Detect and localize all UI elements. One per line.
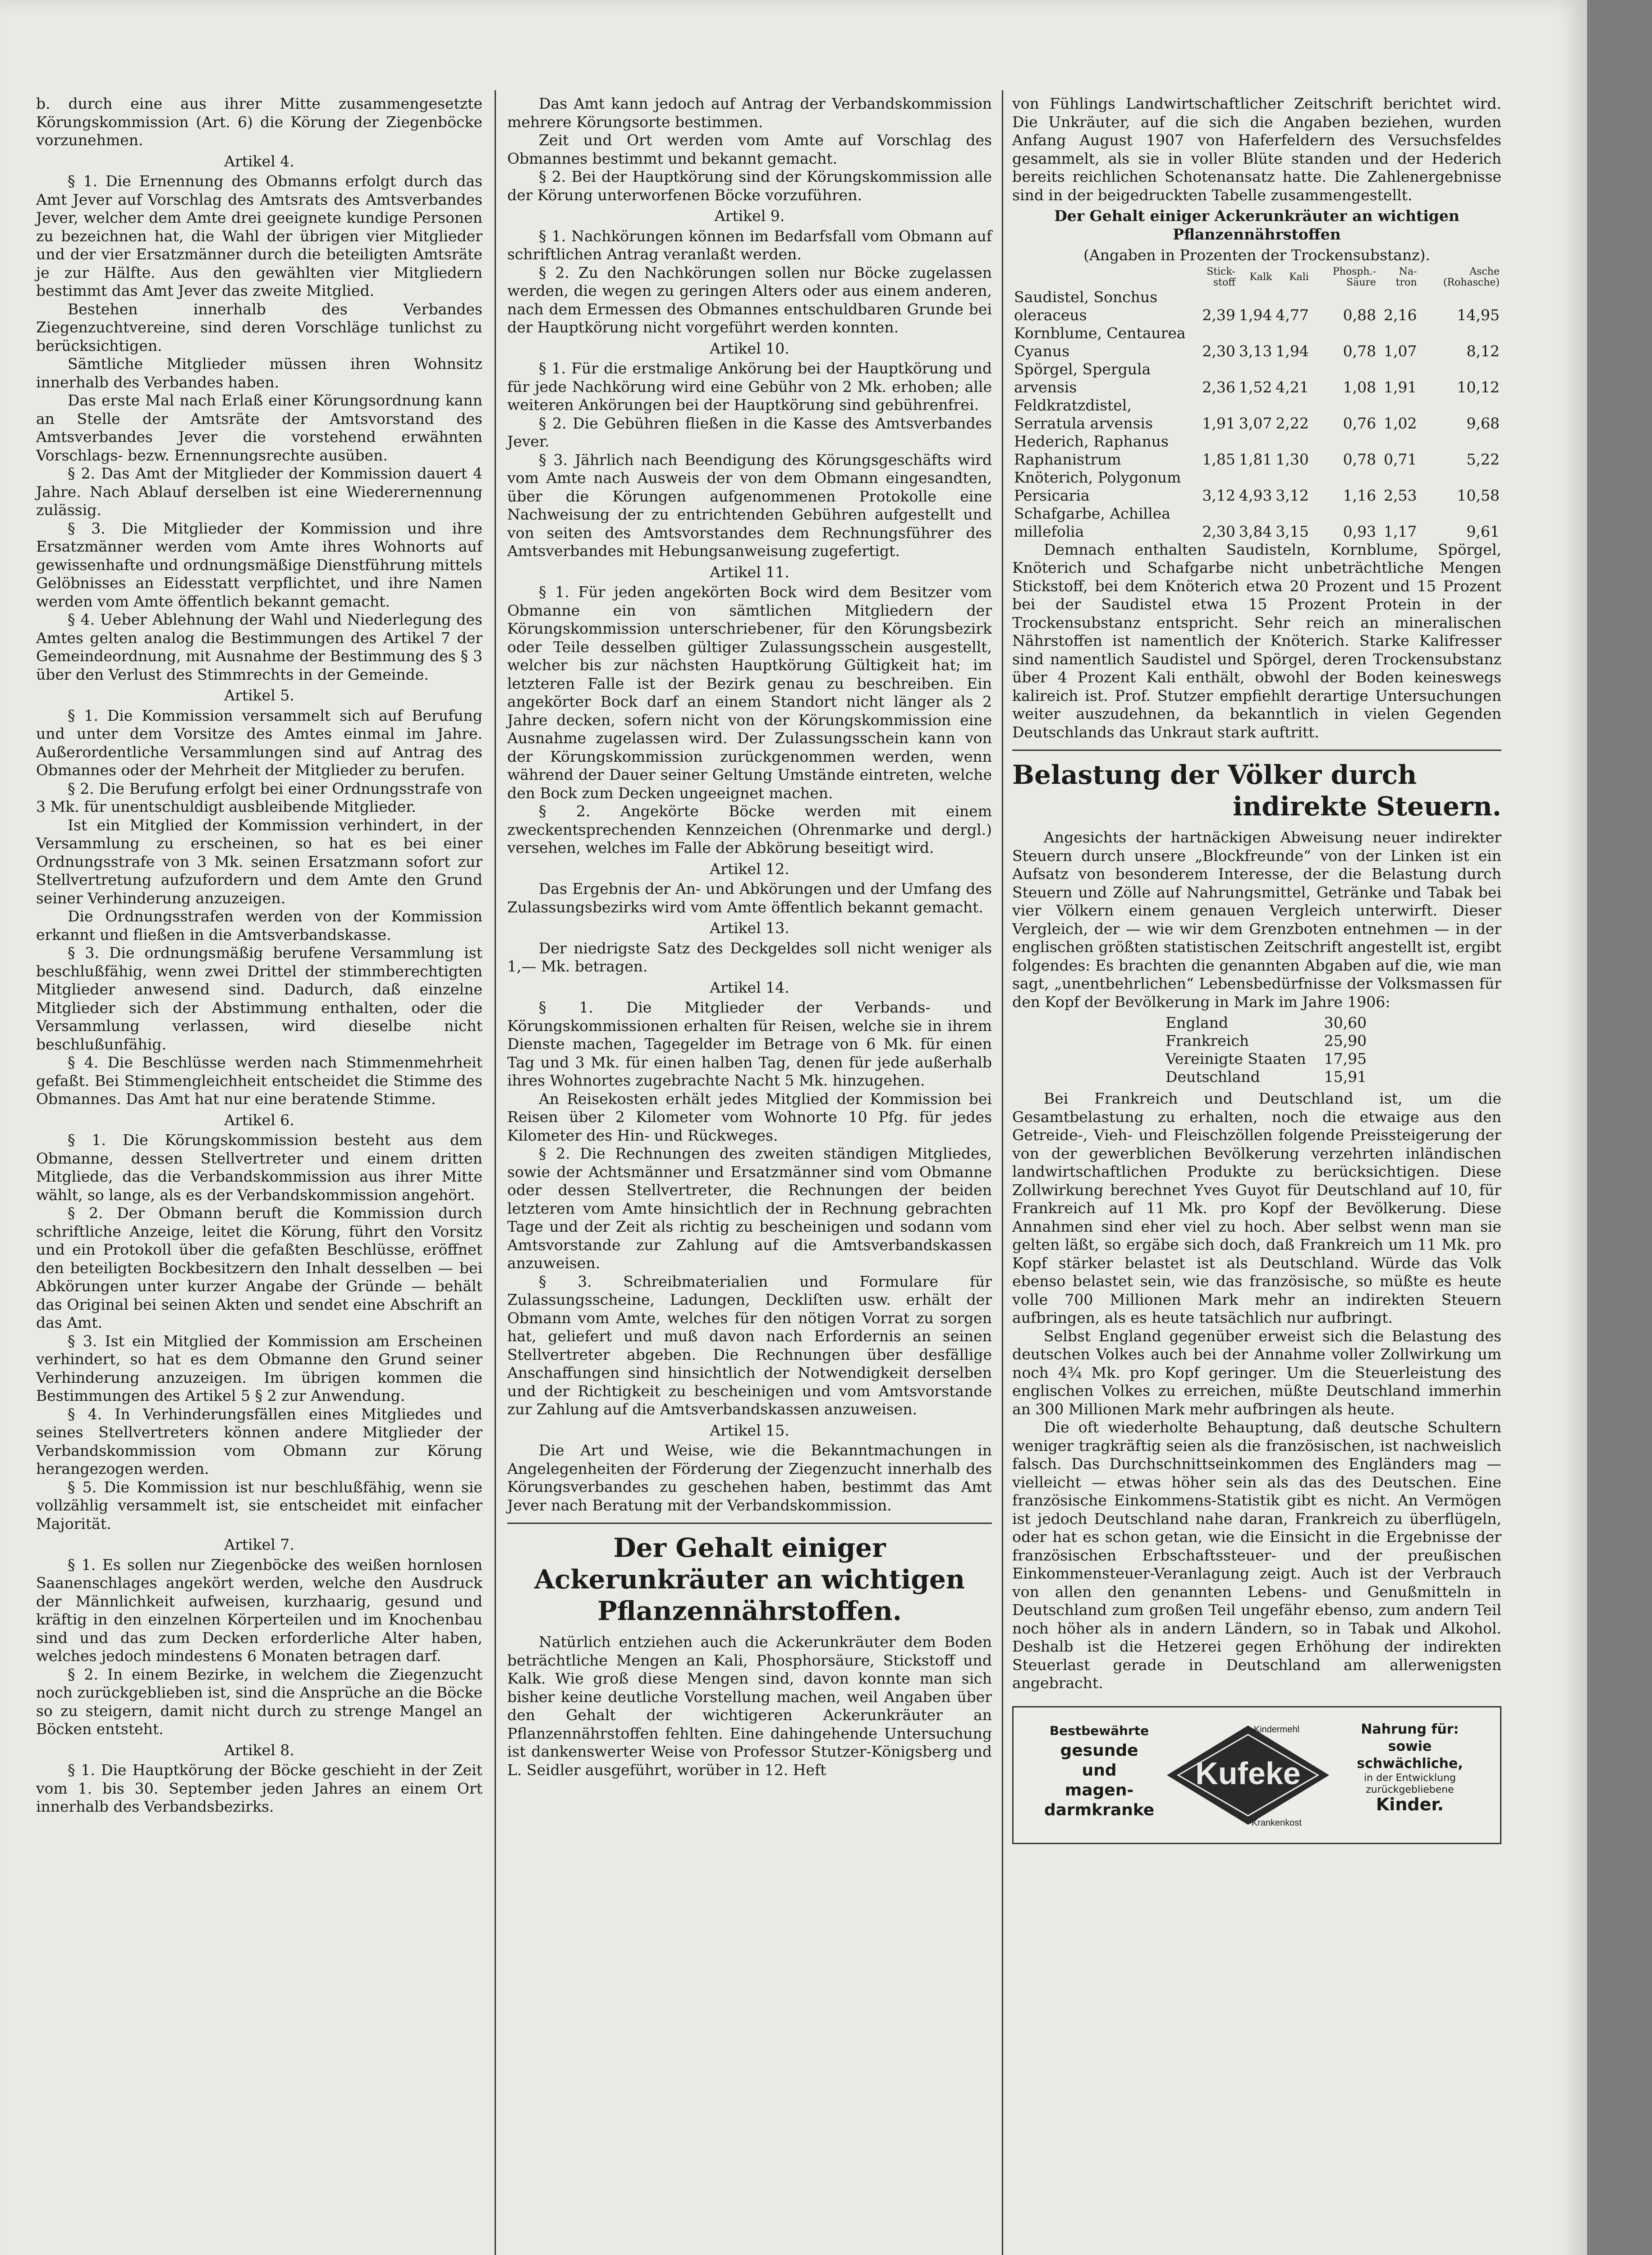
table-cell: 1,85 [1202,450,1235,468]
article-heading: Artikel 9. [714,207,785,225]
article-title: Der Gehalt einiger Ackerunkräuter an wichtigen Pflanzennährstoffen. [534,1532,965,1626]
table-column-header: Asche (Rohasche) [1443,266,1500,288]
country-name: Vereinigte Staaten [1166,1050,1306,1068]
table-cell: 1,52 [1239,378,1272,396]
table-cell: 0,93 [1343,522,1377,540]
country-name: Frankreich [1166,1032,1249,1049]
paragraph: von Fühlings Landwirtschaftlicher Zeitschrift berichtet wird. Die Unkräuter, auf die sich die Angaben beziehen, wurden Anfang August 1907 von Haferfeldern des Versuchsfeldes gesammelt, als sie in voller Blüte standen und der Hederich bereits reichlichen Schotenansatz hatte. Die Zahlenergebnisse sind in der beigedruckten Tabelle zusammengestellt. [1012,95,1501,204]
table-cell: 9,68 [1466,414,1500,432]
paragraph: § 3. Schreibmaterialien und Formulare für Zulassungsscheine, Ladungen, Deckliſten usw. erhält der Obmann vom Amte, welches für den nötigen Vorrat zu sorgen hat, geliefert und muß davon nach Erfordernis an seinen Stellvertreter abgeben. Die Rechnungen über desfällige Anschaffungen sind hinsichtlich der Notwendigkeit derselben und der Richtigkeit zu bescheinigen und vom Amtsvorstande zur Zahlung auf die Amtsverbandskassen anzuweisen. [507,1272,992,1418]
table-cell: 10,58 [1457,486,1500,504]
ad-line: darmkranke [1044,1800,1155,1819]
table-column-header: Phosph.-Säure [1332,266,1377,288]
paragraph: § 3. Die ordnungsmäßig berufene Versammlung ist beschlußfähig, wenn zwei Drittel der stimmberechtigten Mitglieder anwesend sind. Dadurch, daß einzelne Mitglieder sich der Abstimmung enthalten, oder die Versammlung verlassen, wird dieselbe nicht beschlußunfähig. [36,944,482,1053]
table-cell: 2,30 [1202,522,1235,540]
paragraph: § 4. In Verhinderungsfällen eines Mitgliedes und seines Stellvertreters können andere Mitglieder der Verbandskommission vom Obmann zur Körung herangezogen werden. [36,1405,482,1477]
section-divider [507,1523,992,1524]
table-cell: 1,17 [1384,522,1417,540]
paragraph: Selbst England gegenüber erweist sich die Belastung des deutschen Volkes auch bei der Annahme voller Zollwirkung um noch 4¾ Mk. pro Kopf geringer. Um die Steuerleistung des englischen Volkes zu erreichen, müßte Deutschland immerhin an 300 Millionen Mark mehr aufbringen als heute. [1012,1327,1501,1418]
table-column-header: Kali [1289,271,1309,283]
tax-row [1156,1050,1376,1068]
column-rule-2 [1002,90,1003,2255]
tax-value: 15,91 [1324,1068,1367,1086]
country-name: Deutschland [1166,1068,1260,1086]
tax-table [1156,1014,1376,1086]
table-row [1012,433,1501,469]
table-cell: 14,95 [1457,306,1500,324]
table-cell: 0,78 [1343,450,1377,468]
paragraph: § 2. Das Amt der Mitglieder der Kommission dauert 4 Jahre. Nach Ablauf derselben ist eine Wiederernennung zulässig. [36,465,482,519]
article-heading: Artikel 13. [710,919,789,937]
article-heading: Artikel 15. [710,1421,789,1439]
paragraph: Demnach enthalten Saudisteln, Kornblume, Spörgel, Knöterich und Schafgarbe nicht unbeträchtliche Mengen Stickstoff, bei dem Knöterich etwa 20 Prozent und 15 Prozent bei der Saudistel etwa 15 Prozent Protein in der Trockensubstanz entspricht. Sehr reich an mineralischen Nährstoffen ist namentlich der Knöterich. Starke Kalifresser sind namentlich Saudistel und Spörgel, deren Trockensubstanz über 4 Prozent Kali enthält, obwohl der Boden keineswegs kalireich ist. Prof. Stutzer empfiehlt derartige Untersuchungen weiter auszudehnen, da bekanntlich in vielen Gegenden Deutschlands das Unkraut stark auftritt. [1012,540,1501,741]
paragraph: § 2. Die Gebühren fließen in die Kasse des Amtsverbandes Jever. [507,414,992,450]
paragraph: § 4. Die Beschlüsse werden nach Stimmenmehrheit gefaßt. Bei Stimmengleichheit entscheidet die Stimme des Obmannes. Das Amt hat nur eine beratende Stimme. [36,1054,482,1108]
ad-line: gesunde [1060,1741,1138,1760]
table-cell: 4,93 [1239,486,1272,504]
table-cell: 4,21 [1276,378,1309,396]
paragraph: § 1. Die Hauptkörung der Böcke geschieht in der Zeit vom 1. bis 30. September jeden Jahres an einem Ort innerhalb des Verbandsbezirks. [36,1761,482,1815]
ad-line: und [1082,1761,1117,1780]
paragraph: § 3. Die Mitglieder der Kommission und ihre Ersatzmänner werden vom Amte ihres Wohnorts auf gewissenhafte und ordnungsmäßige Dienstführung mittels Gelöbnisses an Eidesstatt verpflichtet, und ihre Namen werden vom Amte öffentlich bekannt gemacht. [36,519,482,610]
paragraph: Angesichts der hartnäckigen Abweisung neuer indirekter Steuern durch unsere „Blockfreunde“ von der Linken ist ein Aufsatz von besonderem Interesse, der die Belastung durch Steuern und Zölle auf Nahrungsmittel, Getränke und Tabak bei vier Völkern einem genauen Vergleich unterwirft. Dieser Vergleich, der — wie wir dem Grenzboten entnehmen — in der englischen größten statistischen Zeitschrift angestellt ist, ergibt folgendes: Es brachten die genannten Abgaben auf die, wie man sagt, „unentbehrlichen“ Lebensbedürfnisse der Volksmassen für den Kopf der Bevölkerung in Mark im Jahre 1906: [1012,828,1501,1011]
table-row [1012,396,1501,433]
ad-line: magen- [1065,1781,1134,1799]
table-cell: 1,16 [1343,486,1377,504]
table-cell: 1,94 [1276,342,1309,360]
section-divider [1012,750,1501,751]
article-heading: Artikel 11. [710,563,789,581]
paragraph: § 1. Nachkörungen können im Bedarfsfall vom Obmann auf schriftlichen Antrag veranlaßt werden. [507,227,992,263]
table-cell: 1,81 [1239,450,1272,468]
paragraph: Die Art und Weise, wie die Bekanntmachungen in Angelegenheiten der Förderung der Ziegenzucht innerhalb des Körungsverbandes zu geschehen haben, bestimmt das Amt Jever nach Beratung mit der Verbandskommission. [507,1441,992,1514]
table-cell: 3,84 [1239,522,1272,540]
paragraph: Das Amt kann jedoch auf Antrag der Verbandskommission mehrere Körungsorte bestimmen. [507,95,992,131]
article-title-line-2: indirekte Steuern. [1233,791,1501,822]
column-3 [1012,95,1501,1844]
paragraph: § 2. Zu den Nachkörungen sollen nur Böcke zugelassen werden, die wegen zu geringen Alters oder aus einem anderen, nach dem Ermessen des Obmannes entschuldbaren Grunde bei der Hauptkörung nicht vorgeführt werden konnten. [507,263,992,336]
tax-value: 25,90 [1324,1032,1367,1049]
ad-line: sowie [1388,1738,1432,1754]
paragraph: Ist ein Mitglied der Kommission verhindert, in der Versammlung zu erscheinen, so hat es bei einer Ordnungsstrafe von 3 Mk. seinen Ersatzmann sofort zur Stellvertretung aufzufordern und dem Amte den Grund seiner Verhinderung anzuzeigen. [36,816,482,907]
paragraph: § 1. Für die erstmalige Ankörung bei der Hauptkörung und für jede Nachkörung wird eine Gebühr von 2 Mk. erhoben; alle weiteren Ankörungen bei der Hauptkörung sind gebührenfrei. [507,359,992,414]
table-cell: 1,94 [1239,306,1272,324]
logo-text: Kufeke [1195,1755,1301,1791]
article-heading: Artikel 5. [224,686,294,704]
table-cell: 4,77 [1276,306,1309,324]
table-row [1012,505,1501,541]
table-row [1012,288,1501,324]
table-cell: 3,07 [1239,414,1272,432]
paragraph: § 1. Für jeden angekörten Bock wird dem Besitzer vom Obmanne ein von sämtlichen Mitgliedern der Körungskommission unterschriebener, für den Körungsbezirk oder Teile desselben gültiger Zulassungsschein ausgestellt, welcher bis zur nächsten Hauptkörung Gültigkeit hat; im letzteren Falle ist der Bezirk genau zu beschreiben. Ein angekörter Bock darf an einem Standort nicht länger als 2 Jahre decken, sofern nicht von der Körungskommission eine Ausnahme zugelassen wird. Der Zulassungsschein kann von der Körungskommission zurückgenommen werden, wenn während der Dauer seiner Geltung Umstände eintreten, welche den Bock zum Decken ungeeignet machen. [507,583,992,802]
paragraph: b. durch eine aus ihrer Mitte zusammengesetzte Körungskommission (Art. 6) die Körung der Ziegenböcke vorzunehmen. [36,95,482,149]
table-cell: 3,12 [1202,486,1235,504]
paragraph: § 1. Es sollen nur Ziegenböcke des weißen hornlosen Saanenschlages angekört werden, welche den Ausdruck der Männlichkeit aufweisen, kurzhaarig, gesund und kräftig in den einzelnen Körperteilen und im Knochenbau sind und das zum Decken erforderliche Alter haben, welches jedoch mindestens 6 Monaten betragen darf. [36,1555,482,1665]
table-cell: 0,78 [1343,342,1377,360]
paragraph: § 1. Die Mitglieder der Verbands- und Körungskommissionen erhalten für Reisen, welche sie in ihrem Dienste machen, Tagegelder im Betrage von 6 Mk. für einen Tag und 3 Mk. für einen halben Tag, denen für jede außerhalb ihres Wohnortes zugebrachte Nacht 5 Mk. hinzugehen. [507,999,992,1089]
table-title: Der Gehalt einiger Ackerunkräuter an wichtigen Pflanzennährstoffen [1054,207,1459,243]
plant-name: Knöterich, Polygonum Persicaria [1014,468,1181,504]
ad-line: schwächliche, [1357,1755,1463,1772]
table-cell: 2,22 [1276,414,1309,432]
paragraph: § 1. Die Körungskommission besteht aus dem Obmanne, dessen Stellvertreter und einem dritten Mitgliede, das die Verbandskommission aus ihrer Mitte wählt, so lange, als es der Verbandskommission angehört. [36,1131,482,1204]
table-cell: 0,71 [1384,450,1417,468]
paragraph: § 2. Der Obmann beruft die Kommission durch schriftliche Anzeige, leitet die Körung, führt den Vorsitz und ein Protokoll über die gefaßten Beschlüsse, eröffnet den beteiligten Bockbesitzern den Inhalt desselben — bei Abkörungen unter kurzer Angabe der Gründe — behält das Original bei seinen Akten und sendet eine Abschrift an das Amt. [36,1204,482,1331]
article-heading: Artikel 7. [224,1536,294,1553]
article-heading: Artikel 10. [710,339,789,357]
ad-line: Nahrung für: [1361,1721,1459,1737]
paragraph: Der niedrigste Satz des Deckgeldes soll nicht weniger als 1,— Mk. betragen. [507,939,992,975]
paragraph: Natürlich entziehen auch die Ackerunkräuter dem Boden beträchtliche Mengen an Kali, Phosphorsäure, Stickstoff und Kalk. Wie groß diese Mengen sind, davon konnte man sich bisher keine deutliche Vorstellung machen, weil Angaben über den Gehalt der wichtigeren Ackerunkräuter an Pflanzennährstoffen fehlten. Eine dahingehende Untersuchung ist dankenswerter Weise von Professor Stutzer-Königsberg und L. Seidler ausgeführt, worüber in 12. Heft [507,1633,992,1779]
nutrient-table [1012,267,1501,541]
ad-line: zurückgebliebene [1366,1784,1454,1795]
table-cell: 1,30 [1276,450,1309,468]
plant-name: Saudistel, Sonchus oleraceus [1014,288,1158,324]
table-cell: 2,16 [1384,306,1417,324]
tax-value: 30,60 [1324,1014,1367,1031]
ad-line: in der Entwicklung [1364,1772,1456,1784]
paragraph: § 2. In einem Bezirke, in welchem die Ziegenzucht noch zurückgeblieben ist, sind die Ansprüche an die Böcke so zu steigern, damit nicht durch zu strenge Mangel an Böcken entsteht. [36,1665,482,1738]
paragraph: Bestehen innerhalb des Verbandes Ziegenzuchtvereine, sind deren Vorschläge tunlichst zu berücksichtigen. [36,300,482,354]
article-heading: Artikel 12. [710,860,789,878]
table-cell: 1,91 [1384,378,1417,396]
column-1 [36,95,482,1816]
paragraph: § 2. Die Rechnungen des zweiten ständigen Mitgliedes, sowie der Achtsmänner und Ersatzmänner sind vom Obmanne oder dessen Stellvertreter, die Rechnungen der beiden letzteren vom Amte hinsichtlich der in Rechnung gebrachten Tage und der Zeit als richtig zu bescheinigen und sodann vom Amtsvorstande zur Zahlung auf die Amtsverbandskassen anzuweisen. [507,1145,992,1272]
table-cell: 9,61 [1466,522,1500,540]
paragraph: § 2. Bei der Hauptkörung sind der Körungskommission alle der Körung unterworfenen Böcke vorzuführen. [507,168,992,204]
plant-name: Hederich, Raphanus Raphanistrum [1014,432,1169,468]
paragraph: § 4. Ueber Ablehnung der Wahl und Niederlegung des Amtes gelten analog die Bestimmungen des Artikel 7 der Gemeindeordnung, mit Ausnahme der Bestimmung des § 3 über den Verlust des Stimmrechts in der Gemeinde. [36,611,482,683]
logo-top-text: -Kindermehl [1251,1724,1299,1735]
paragraph: Die oft wiederholte Behauptung, daß deutsche Schultern weniger tragkräftig seien als die französischen, ist nachweislich falsch. Das Durchschnittseinkommen des Engländers mag — vielleicht — etwas höher sein als das des Deutschen. Eine französische Einkommens-Statistik gibt es nicht. An Vermögen ist jedoch Deutschland nahe daran, Frankreich zu überflügeln, oder hat es schon getan, wie die Einsicht in die Ergebnisse der französischen Erbschaftssteuer- und der preußischen Einkommensteuer-Veranlagung zeigt. Auch ist der Verbrauch von allen den genannten Lebens- und Genußmitteln in Deutschland zum großen Teil ungefähr ebenso, zum andern Teil noch höher als in andern Ländern, so in Tabak und Alkohol. Deshalb ist die Hetzerei gegen Erhöhung der indirekten Steuerlast gerade in Deutschland am allerwenigsten angebracht. [1012,1418,1501,1692]
table-cell: 5,22 [1466,450,1500,468]
plant-name: Feldkratzdistel, Serratula arvensis [1014,396,1153,432]
column-rule-1 [495,90,496,2255]
country-name: England [1166,1014,1229,1031]
table-corner [1012,267,1189,288]
paragraph: § 2. Die Berufung erfolgt bei einer Ordnungsstrafe von 3 Mk. für unentschuldigt ausbleibende Mitglieder. [36,779,482,815]
plant-name: Schafgarbe, Achillea millefolia [1014,504,1170,540]
paragraph: Die Ordnungsstrafen werden von der Kommission erkannt und fließen in die Amtsverbandskasse. [36,907,482,943]
article-heading: Artikel 8. [224,1741,294,1759]
table-cell: 2,53 [1384,486,1417,504]
paragraph: § 5. Die Kommission ist nur beschlußfähig, wenn sie vollzählig versammelt ist, sie entscheidet mit einfacher Majorität. [36,1478,482,1532]
ad-left-text [1032,1721,1167,1820]
column-2 [507,95,992,1779]
table-cell: 2,36 [1202,378,1235,396]
table-cell: 0,88 [1343,306,1377,324]
tax-value: 17,95 [1324,1050,1367,1068]
plant-name: Spörgel, Spergula arvensis [1014,360,1151,396]
table-cell: 3,12 [1276,486,1309,504]
table-column-header: Na-tron [1395,266,1417,288]
paragraph: § 3. Ist ein Mitglied der Kommission am Erscheinen verhindert, so hat es dem Obmanne den Grund seiner Verhinderung anzuzeigen. Im übrigen kommen die Bestimmungen des Artikel 5 § 2 zur Anwendung. [36,1332,482,1404]
table-cell: 1,07 [1384,342,1417,360]
paragraph: Zeit und Ort werden vom Amte auf Vorschlag des Obmannes bestimmt und bekannt gemacht. [507,131,992,167]
logo-bottom-text: -Krankenkost [1248,1818,1302,1828]
table-cell: 2,30 [1202,342,1235,360]
table-cell: 2,39 [1202,306,1235,324]
table-cell: 1,02 [1384,414,1417,432]
table-cell: 1,91 [1202,414,1235,432]
table-cell: 0,76 [1343,414,1377,432]
table-column-header: Stick-stoff [1207,266,1235,288]
paragraph: An Reisekosten erhält jedes Mitglied der Kommission bei Reisen über 2 Kilometer vom Wohnorte 10 Pfg. für jedes Kilometer des Hin- und Rückweges. [507,1090,992,1144]
article-heading: Artikel 6. [224,1111,294,1129]
paragraph: Sämtliche Mitglieder müssen ihren Wohnsitz innerhalb des Verbandes haben. [36,355,482,391]
paragraph: § 1. Die Kommission versammelt sich auf Berufung und unter dem Vorsitze des Amtes einmal im Jahre. Außerordentliche Versammlungen sind auf Antrag des Obmannes oder der Mehrheit der Mitglieder zu berufen. [36,706,482,779]
table-cell: 8,12 [1466,342,1500,360]
ad-right-text [1338,1721,1482,1813]
table-column-header: Kalk [1249,271,1272,283]
paragraph: § 2. Angekörte Böcke werden mit einem zweckentsprechenden Kennzeichen (Ohrenmarke und dergl.) versehen, welches im Falle der Abkörung beseitigt wird. [507,802,992,856]
plant-name: Kornblume, Centaurea Cyanus [1014,324,1186,360]
table-row [1012,469,1501,505]
table-cell: 3,15 [1276,522,1309,540]
ad-line: Bestbewährte [1049,1723,1149,1738]
tax-row [1156,1068,1376,1086]
paragraph: Bei Frankreich und Deutschland ist, um die Gesamtbelastung zu erhalten, noch die etwaige aus den Getreide-, Vieh- und Fleischzöllen folgende Preissteigerung der von der gewerblichen Bevölkerung verzehrten inländischen landwirtschaftlichen Produkte zu berücksichtigen. Diese Zollwirkung berechnet Yves Guyot für Deutschland auf 10, für Frankreich auf 11 Mk. pro Kopf der Bevölkerung. Diese Annahmen sind eher viel zu hoch. Aber selbst wenn man sie gelten läßt, so ergäbe sich doch, daß Frankreich um 11 Mk. pro Kopf stärker belastet ist als Deutschland. Würde das Volk ebenso belastet sein, wie das französische, so müßte es heute volle 700 Millionen Mark mehr an indirekten Steuern aufbringen, als es heute tatsächlich nur aufbringt. [1012,1090,1501,1326]
article-heading: Artikel 4. [224,152,294,170]
article-title-line-1: Belastung der Völker durch [1012,759,1417,790]
table-row [1012,324,1501,360]
advertisement [1012,1706,1501,1844]
tax-row [1156,1032,1376,1050]
table-cell: 1,08 [1343,378,1377,396]
kufeke-logo [1162,1721,1334,1829]
table-subtitle: (Angaben in Prozenten der Trockensubstanz). [1083,246,1431,264]
tax-row [1156,1014,1376,1032]
table-cell: 10,12 [1457,378,1500,396]
table-row [1012,360,1501,396]
paragraph: Das erste Mal nach Erlaß einer Körungsordnung kann an Stelle der Amtsräte der Amtsvorstand des Amtsverbandes Jever die vorstehend erwähnten Vorschlags- bezw. Ernennungsrechte ausüben. [36,391,482,464]
article-heading: Artikel 14. [710,978,789,996]
paragraph: Das Ergebnis der An- und Abkörungen und der Umfang des Zulassungsbezirks wird vom Amte öffentlich bekannt gemacht. [507,880,992,916]
ad-line: Kinder. [1376,1794,1444,1814]
table-cell: 3,13 [1239,342,1272,360]
paragraph: § 1. Die Ernennung des Obmanns erfolgt durch das Amt Jever auf Vorschlag des Amtsrats des Amtsverbandes Jever, welcher dem Amte drei geeignete kundige Personen zu bezeichnen hat, die Wahl der übrigen vier Mitglieder und der vier Ersatzmänner durch die beteiligten Amtsräte je zur Hälfte. Aus den gewählten vier Mitgliedern bestimmt das Amt Jever das zweite Mitglied. [36,172,482,299]
paragraph: § 3. Jährlich nach Beendigung des Körungsgeschäfts wird vom Amte nach Ausweis der von dem Obmann eingesandten, über die Körungen aufgenommenen Protokolle eine Nachweisung der zu entrichtenden Gebühren aufgestellt und von seiten des Amtsvorstandes dem Rechnungsführer des Amtsverbandes mit Hebungsanweisung zugefertigt. [507,451,992,560]
